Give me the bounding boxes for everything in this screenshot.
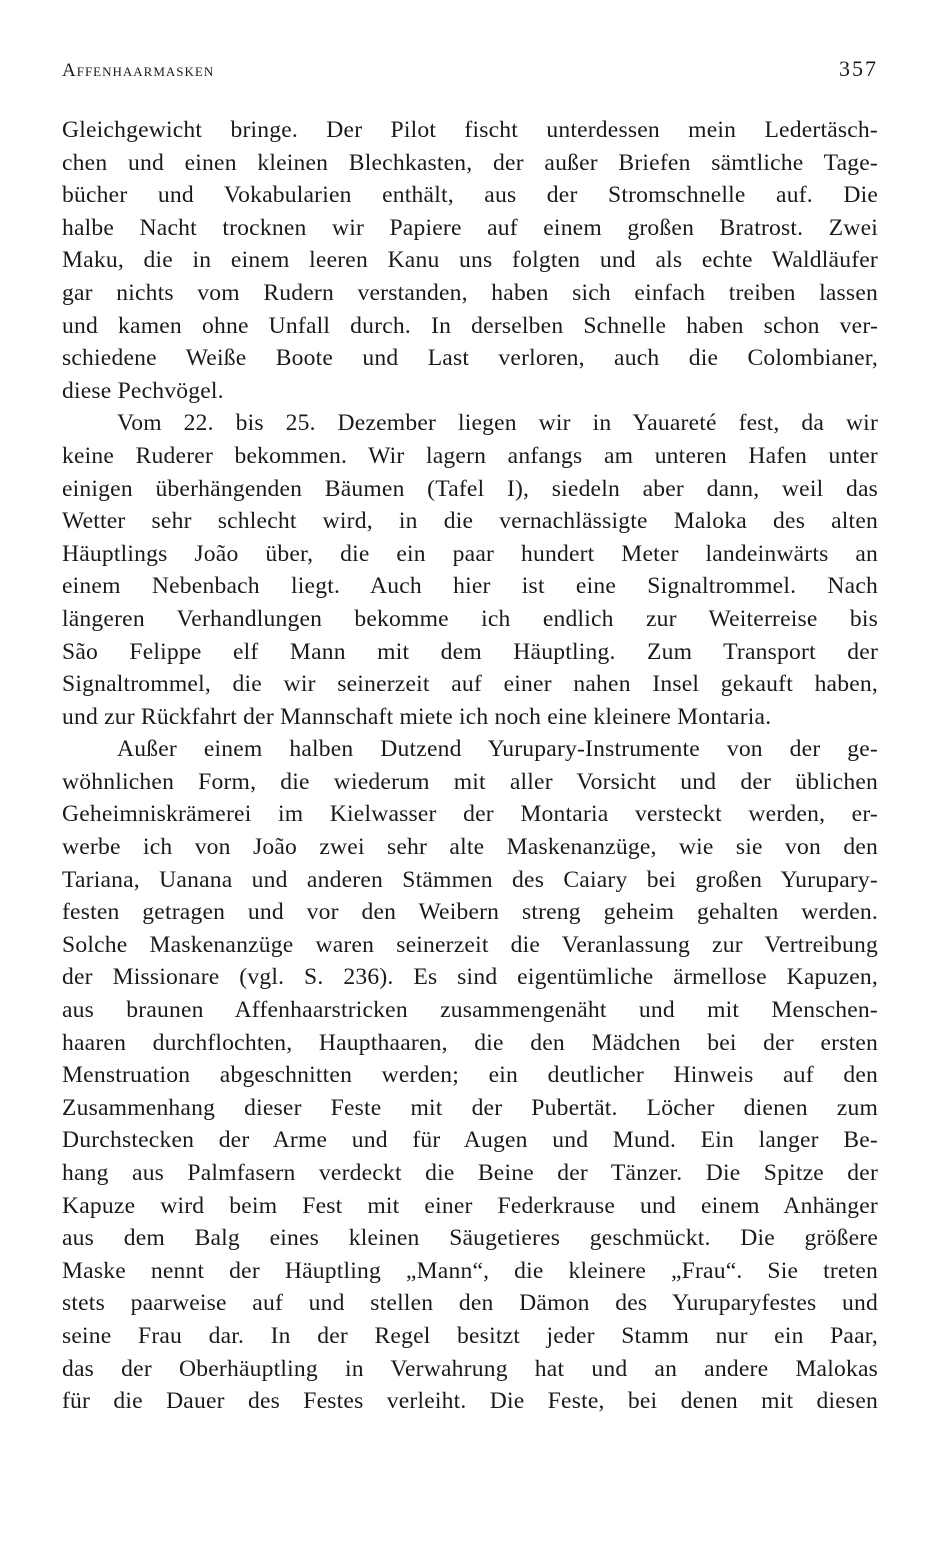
text-line: Häuptlings João über, die ein paar hundert Meter landeinwärts an [62,540,878,567]
paragraph [62,407,878,733]
text-line: Wetter sehr schlecht wird, in die vernachlässigte Maloka des alten [62,508,878,535]
text-line: für die Dauer des Festes verleiht. Die Feste, bei denen mit diesen [62,1388,878,1415]
text-line: einem Nebenbach liegt. Auch hier ist eine Signaltrommel. Nach [62,573,878,600]
text-line: diese Pechvögel. [62,377,224,404]
page-number: 357 [839,56,878,81]
text-line: keine Ruderer bekommen. Wir lagern anfangs am unteren Hafen unter [62,442,878,469]
text-line: der Missionare (vgl. S. 236). Es sind eigentümliche ärmellose Kapuzen, [62,964,878,991]
text-line: Vom 22. bis 25. Dezember liegen wir in Yauareté fest, da wir [117,410,878,437]
text-line: Maku, die in einem leeren Kanu uns folgten und als echte Waldläufer [62,247,878,274]
text-line: schiedene Weiße Boote und Last verloren, auch die Colombianer, [62,345,878,372]
text-line: hang aus Palmfasern verdeckt die Beine der Tänzer. Die Spitze der [62,1160,878,1186]
text-line: längeren Verhandlungen bekomme ich endlich zur Weiterreise bis [62,605,878,632]
text-line: chen und einen kleinen Blechkasten, der außer Briefen sämtliche Tage- [62,149,878,176]
text-line: wöhnlichen Form, die wiederum mit aller Vorsicht und der üblichen [62,768,878,795]
text-line: werbe ich von João zwei sehr alte Maskenanzüge, wie sie von den [62,834,878,861]
text-line: und zur Rückfahrt der Mannschaft miete ich noch eine kleinere Montaria. [62,703,772,730]
body-text [62,114,878,1418]
text-line: halbe Nacht trocknen wir Papiere auf einem großen Bratrost. Zwei [62,214,878,241]
text-line: das der Oberhäuptling in Verwahrung hat und an andere Malokas [62,1355,878,1382]
text-line: São Felippe elf Mann mit dem Häuptling. Zum Transport der [62,638,878,665]
text-line: haaren durchflochten, Haupthaaren, die den Mädchen bei der ersten [62,1029,878,1056]
text-line: Signaltrommel, die wir seinerzeit auf einer nahen Insel gekauft haben, [62,671,878,698]
paragraph [62,733,878,1417]
text-line: einigen überhängenden Bäumen (Tafel I), siedeln aber dann, weil das [62,475,878,502]
text-line: festen getragen und vor den Weibern streng geheim gehalten werden. [62,899,878,926]
text-line: aus dem Balg eines kleinen Säugetieres geschmückt. Die größere [62,1225,878,1252]
text-line: Tariana, Uanana und anderen Stämmen des Caiary bei großen Yurupary- [62,866,878,893]
text-line: Kapuze wird beim Fest mit einer Federkrause und einem Anhänger [62,1192,878,1219]
text-line: Außer einem halben Dutzend Yurupary-Instrumente von der ge- [117,736,878,763]
text-line: Solche Maskenanzüge waren seinerzeit die Veranlassung zur Vertreibung [62,931,878,958]
text-line: Durchstecken der Arme und für Augen und Mund. Ein langer Be- [62,1127,878,1154]
text-line: und kamen ohne Unfall durch. In derselben Schnelle haben schon ver- [62,312,878,339]
paragraph [62,114,878,407]
text-line: gar nichts vom Rudern verstanden, haben sich einfach treiben lassen [62,279,878,306]
text-line: Menstruation abgeschnitten werden; ein deutlicher Hinweis auf den [62,1062,878,1089]
text-line: bücher und Vokabularien enthält, aus der Stromschnelle auf. Die [62,182,878,209]
text-line: Maske nennt der Häuptling „Mann“, die kleinere „Frau“. Sie treten [62,1257,878,1284]
text-line: seine Frau dar. In der Regel besitzt jeder Stamm nur ein Paar, [62,1322,878,1349]
text-line: Zusammenhang dieser Feste mit der Pubertät. Löcher dienen zum [62,1094,878,1121]
text-line: Geheimniskrämerei im Kielwasser der Montaria versteckt werden, er- [62,801,878,828]
text-line: stets paarweise auf und stellen den Dämon des Yuruparyfestes und [62,1290,878,1317]
running-head [62,56,878,106]
running-title: Affenhaarmasken [62,60,215,81]
text-line: aus braunen Affenhaarstricken zusammengenäht und mit Menschen- [62,997,878,1024]
text-line: Gleichgewicht bringe. Der Pilot fischt unterdessen mein Ledertäsch- [62,117,878,143]
book-page [62,56,878,1418]
